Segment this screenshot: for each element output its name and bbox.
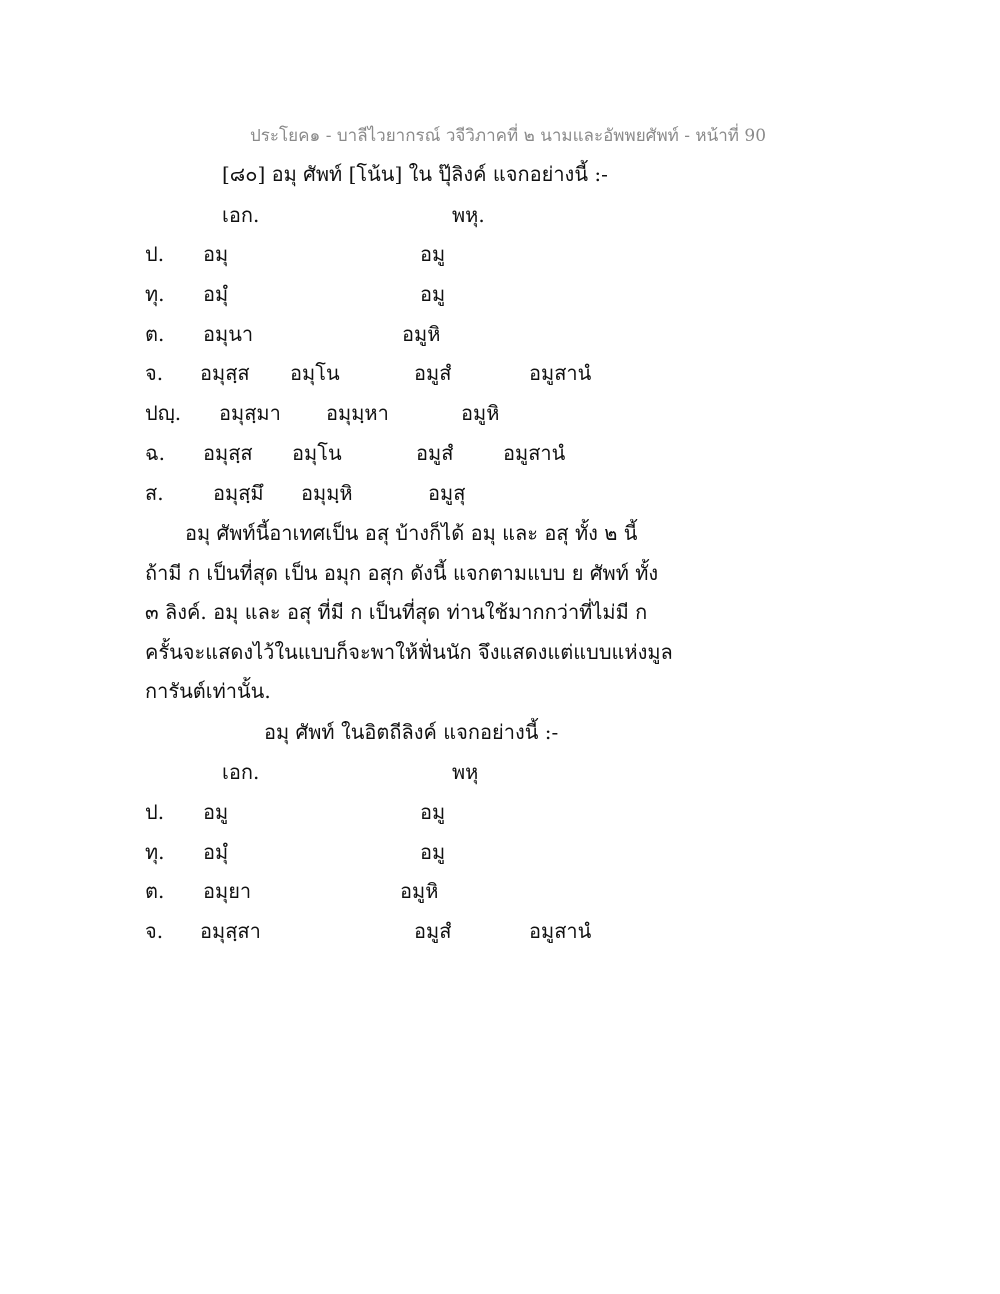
singular-form: อมุนา [203, 322, 254, 346]
plural-form-alt: อมูสานํ [503, 441, 566, 465]
case-label: ป. [145, 800, 165, 824]
section2-plural-header: พหุ [452, 760, 479, 784]
paragraph-line: การันต์เท่านั้น. [145, 679, 271, 703]
case-label: ทุ. [145, 840, 165, 864]
paragraph-line: ถ้ามี ก เป็นที่สุด เป็น อมุก อสุก ดังนี้ แจกตามแบบ ย ศัพท์ ทั้ง [145, 560, 659, 585]
plural-form: อมูสํ [414, 361, 452, 385]
singular-form: อมุ [203, 242, 229, 266]
singular-form: อมุสฺสา [200, 919, 261, 943]
plural-form: อมูสํ [414, 919, 452, 943]
section2-heading: อมุ ศัพท์ ในอิตถีลิงค์ แจกอย่างนี้ :- [264, 720, 559, 744]
section1-singular-header: เอก. [222, 203, 260, 227]
section1-plural-header: พหุ. [452, 203, 485, 227]
plural-form: อมู [420, 840, 446, 864]
paragraph-line: อมุ ศัพท์นี้อาเทศเป็น อสุ บ้างก็ได้ อมุ และ อสุ ทั้ง ๒ นี้ [185, 521, 638, 545]
plural-form-alt: อมูสานํ [529, 919, 592, 943]
plural-form-alt: อมูสานํ [529, 361, 592, 385]
singular-form: อมุสฺส [200, 361, 250, 385]
plural-form: อมูหิ [402, 322, 441, 346]
singular-form-alt: อมุมฺหา [326, 401, 389, 425]
plural-form: อมู [420, 242, 446, 266]
singular-form: อมุสฺมา [219, 401, 281, 425]
singular-form: อมุยา [203, 879, 252, 903]
plural-form: อมูสุ [428, 481, 466, 505]
case-label: จ. [145, 919, 164, 943]
singular-form-alt: อมุโน [292, 441, 342, 465]
case-label: ทุ. [145, 282, 165, 306]
case-label: ส. [145, 481, 164, 505]
singular-form-alt: อมุมฺหิ [301, 481, 353, 505]
plural-form: อมูสํ [416, 441, 454, 465]
singular-form-alt: อมุโน [290, 361, 340, 385]
case-label: จ. [145, 361, 164, 385]
singular-form: อมุํ [203, 840, 229, 864]
singular-form: อมุสฺส [203, 441, 253, 465]
case-label: ฉ. [145, 441, 165, 465]
section1-heading: [๘๐] อมุ ศัพท์ [โน้น] ใน ปุ๊ลิงค์ แจกอย่างนี้ :- [222, 162, 608, 186]
plural-form: อมู [420, 282, 446, 306]
explanation-paragraph [145, 514, 685, 712]
section2-singular-header: เอก. [222, 760, 260, 784]
singular-form: อมุํ [203, 282, 229, 306]
plural-form: อมูหิ [400, 879, 439, 903]
case-label: ต. [145, 879, 165, 903]
singular-form: อมุสฺมึ [213, 481, 264, 505]
plural-form: อมูหิ [461, 401, 500, 425]
paragraph-line: ครั้นจะแสดงไว้ในแบบก็จะพาให้ฟั่นนัก จึงแสดงแต่แบบแห่งมูล [145, 639, 673, 664]
case-label: ปญฺ. [145, 401, 182, 425]
case-label: ต. [145, 322, 165, 346]
plural-form: อมู [420, 800, 446, 824]
singular-form: อมู [203, 800, 229, 824]
paragraph-line: ๓ ลิงค์. อมุ และ อสุ ที่มี ก เป็นที่สุด ท่านใช้มากกว่าที่ไม่มี ก [145, 600, 648, 624]
page-header: ประโยค๑ - บาลีไวยากรณ์ วจีวิภาคที่ ๒ นามและอัพพยศัพท์ - หน้าที่ 90 [250, 126, 767, 146]
case-label: ป. [145, 242, 165, 266]
